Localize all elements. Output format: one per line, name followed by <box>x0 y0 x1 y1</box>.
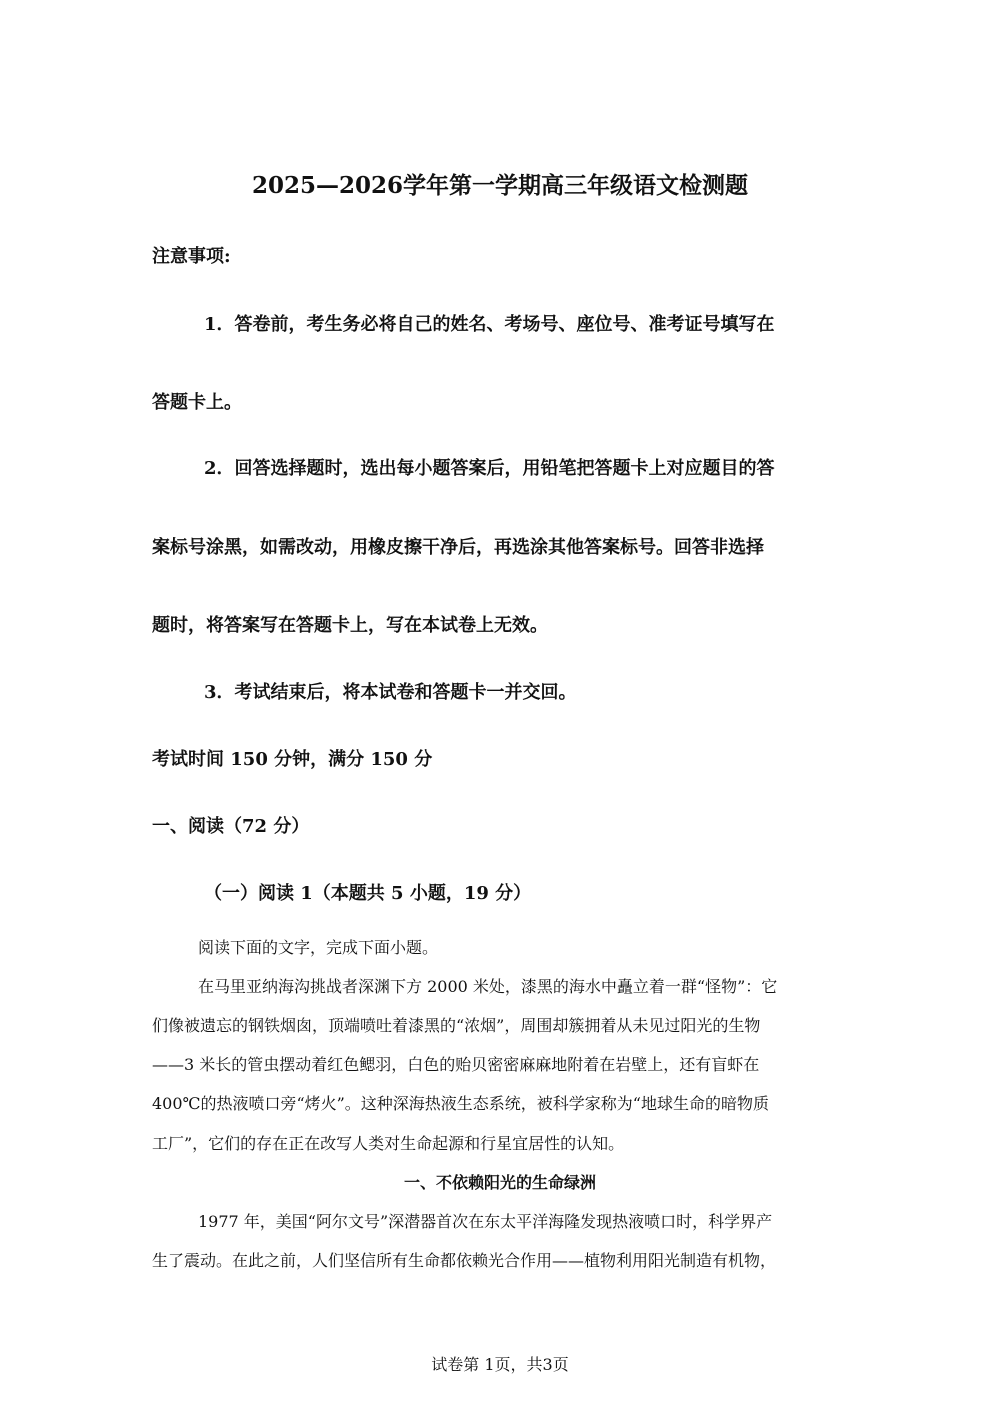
notice-item-2-line-1: 2．回答选择题时，选出每小题答案后，用铅笔把答题卡上对应题目的答 <box>204 458 775 479</box>
notice-item-1-line-2: 答题卡上。 <box>152 392 242 413</box>
notice-item-2-line-2: 案标号涂黑，如需改动，用橡皮擦干净后，再选涂其他答案标号。回答非选择 <box>152 537 764 558</box>
notice-item-2-line-3: 题时，将答案写在答题卡上，写在本试卷上无效。 <box>152 615 548 636</box>
passage-line: 工厂”，它们的存在正在改写人类对生命起源和行星宜居性的认知。 <box>152 1134 625 1153</box>
notice-item-1-line-1: 1．答卷前，考生务必将自己的姓名、考场号、座位号、准考证号填写在 <box>204 314 775 335</box>
section-heading-reading: 一、阅读（72 分） <box>152 816 310 837</box>
passage-subheading: 一、不依赖阳光的生命绿洲 <box>403 1173 596 1192</box>
page-footer: 试卷第 1页，共3页 <box>431 1355 569 1374</box>
passage-line: 1977 年，美国“阿尔文号”深潜器首次在东太平洋海隆发现热液喷口时，科学界产 <box>198 1212 773 1231</box>
passage-line: 生了震动。在此之前，人们坚信所有生命都依赖光合作用——植物利用阳光制造有机物， <box>152 1251 777 1270</box>
passage-line: 在马里亚纳海沟挑战者深渊下方 2000 米处，漆黑的海水中矗立着一群“怪物”：它 <box>198 977 778 996</box>
reading-instruction: 阅读下面的文字，完成下面小题。 <box>198 938 439 957</box>
notice-heading: 注意事项: <box>152 246 231 267</box>
subsection-heading-reading-1: （一）阅读 1（本题共 5 小题，19 分） <box>204 883 532 904</box>
notice-item-3-line-1: 3．考试结束后，将本试卷和答题卡一并交回。 <box>204 682 577 703</box>
passage-line: 们像被遗忘的钢铁烟囱，顶端喷吐着漆黑的“浓烟”，周围却簇拥着从未见过阳光的生物 <box>152 1016 761 1035</box>
passage-line: 400℃的热液喷口旁“烤火”。这种深海热液生态系统，被科学家称为“地球生命的暗物质 <box>152 1094 769 1113</box>
exam-time-info: 考试时间 150 分钟，满分 150 分 <box>152 749 433 770</box>
page-title: 2025—2026学年第一学期高三年级语文检测题 <box>251 172 749 199</box>
passage-line: ——3 米长的管虫摆动着红色鳃羽，白色的贻贝密密麻麻地附着在岩壁上，还有盲虾在 <box>152 1055 760 1074</box>
